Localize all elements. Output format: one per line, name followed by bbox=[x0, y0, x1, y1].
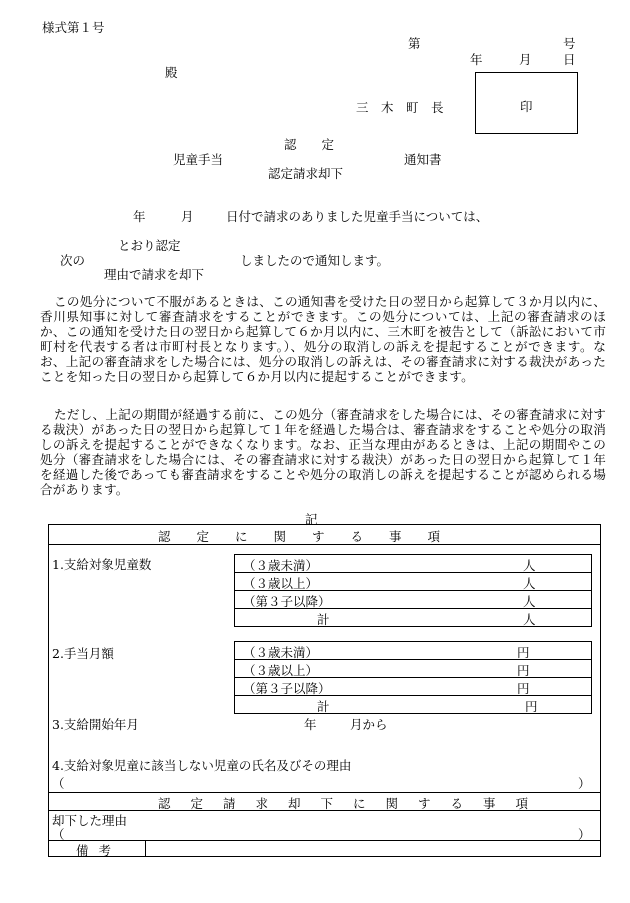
addressee-suffix: 殿 bbox=[165, 65, 178, 80]
item2-label: 2.手当月額 bbox=[52, 646, 114, 661]
body-line1: 日付で請求のありました児童手当については、 bbox=[226, 209, 489, 224]
title-notice: 通知書 bbox=[404, 152, 442, 167]
issuer-name: 三 木 町 長 bbox=[356, 100, 444, 115]
section-reject-title: 認定請求却下に関する事項 bbox=[158, 796, 549, 811]
body-month: 月 bbox=[181, 209, 194, 224]
number-suffix: 号 bbox=[563, 36, 576, 51]
body-year: 年 bbox=[133, 209, 146, 224]
ki-mark: 記 bbox=[305, 512, 318, 527]
item4-label: 4.支給対象児童に該当しない児童の氏名及びその理由 bbox=[52, 758, 352, 773]
item3-year: 年 bbox=[304, 717, 317, 732]
item2-row-over3: （３歳以上） 円 bbox=[234, 659, 592, 678]
seal-mark: 印 bbox=[520, 99, 533, 114]
paren-close: ） bbox=[578, 827, 591, 842]
divider bbox=[145, 840, 146, 857]
divider bbox=[48, 840, 601, 841]
date-day: 日 bbox=[563, 52, 576, 67]
date-month: 月 bbox=[519, 52, 532, 67]
reject-reason-label: 却下した理由 bbox=[52, 813, 128, 828]
date-year: 年 bbox=[470, 52, 483, 67]
item1-row-total: 計 人 bbox=[234, 608, 592, 627]
notice-paragraph-2: ただし、上記の期間が経過する前に、この処分（審査請求をした場合には、その審査請求に対する裁決）があった日の翌日から起算して１年を経過した場合は、審査請求をすることや処分の取消しの訴えを提起することができなくなります。なお、正当な理由があるときは、上記の期間やこの処分（審査請求をした場合には、その審査請求に対する裁決）があった日の翌日から起算して１年を経過した後であっても審査請求をすることや処分の取消しの訴えを提起することが認められる場合があります。 bbox=[40, 407, 606, 497]
divider bbox=[48, 792, 601, 793]
paren-open: （ bbox=[52, 776, 65, 791]
item1-row-over3: （３歳以上） 人 bbox=[234, 572, 592, 591]
item2-row-third: （第３子以降） 円 bbox=[234, 677, 592, 696]
remarks-label: 備考 bbox=[76, 843, 122, 858]
item3-month: 月から bbox=[350, 717, 388, 732]
paren-open: （ bbox=[52, 827, 65, 842]
paren-close: ） bbox=[578, 776, 591, 791]
form-id: 様式第１号 bbox=[42, 20, 105, 35]
section-approve-title: 認定に関する事項 bbox=[158, 529, 467, 544]
item2-row-under3: （３歳未満） 円 bbox=[234, 641, 592, 660]
body-line2: しましたので通知します。 bbox=[240, 253, 390, 268]
divider bbox=[48, 810, 601, 811]
item1-row-third: （第３子以降） 人 bbox=[234, 590, 592, 609]
seal-box bbox=[475, 72, 578, 134]
body-next: 次の bbox=[60, 253, 86, 268]
divider bbox=[48, 544, 601, 545]
item1-row-under3: （３歳未満） 人 bbox=[234, 554, 592, 573]
number-prefix: 第 bbox=[408, 36, 421, 51]
item2-row-total: 計 円 bbox=[234, 695, 592, 714]
option-reject: 理由で請求を却下 bbox=[104, 267, 205, 282]
title-approve: 認 定 bbox=[284, 137, 335, 152]
notice-paragraph-1: この処分について不服があるときは、この通知書を受けた日の翌日から起算して３か月以内に、香川県知事に対して審査請求をすることができます。この処分については、上記の審査請求のほか、この通知を受けた日の翌日から起算して６か月以内に、三木町を被告として（訴訟において市町村を代表する者は市町村長となります。）、処分の取消しの訴えを提起することができます。なお、上記の審査請求をした場合には、処分の取消しの訴えは、その審査請求に対する裁決があったことを知った日の翌日から起算して６か月以内に提起することができます。 bbox=[40, 294, 606, 384]
title-reject: 認定請求却下 bbox=[268, 166, 344, 181]
title-subject: 児童手当 bbox=[173, 152, 224, 167]
item3-label: 3.支給開始年月 bbox=[52, 717, 139, 732]
item1-label: 1.支給対象児童数 bbox=[52, 557, 152, 572]
option-approve: とおり認定 bbox=[118, 238, 181, 253]
